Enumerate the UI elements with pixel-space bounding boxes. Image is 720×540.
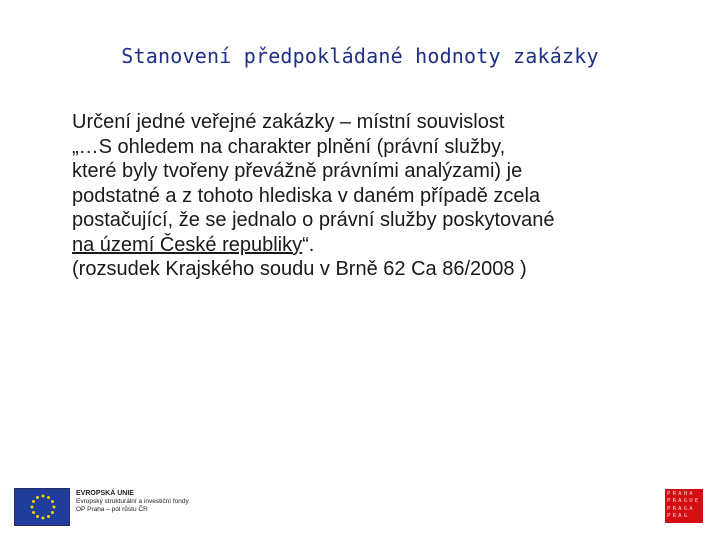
praha-logo-line: PRAGA [667,505,695,512]
body-heading: Určení jedné veřejné zakázky – místní souvislost [72,111,505,133]
praha-logo-line: PRAHA [667,491,695,497]
eu-line: Evropský strukturální a investiční fondy [76,498,189,506]
citation: (rozsudek Krajského soudu v Brně 62 Ca 86/2008 ) [72,258,527,280]
quote-line: které byly tvořeny převážně právními analýzami) je [72,160,523,182]
quote-closing: “. [302,233,315,256]
quote-line: postačující, že se jednalo o právní služby poskytované [72,209,555,231]
quote-line-last [72,233,682,258]
eu-logo-block [14,488,189,526]
slide-title: Stanovení předpokládané hodnoty zakázky [121,44,599,68]
eu-heading: EVROPSKÁ UNIE [76,490,134,497]
praha-logo [665,489,703,523]
quote-line: „…S ohledem na charakter plnění (právní služby, [72,135,506,158]
slide-body [72,110,682,282]
eu-text [76,490,189,515]
eu-line: OP Praha – pól růstu ČR [76,506,148,514]
praha-logo-line: PRAGUE [667,498,701,505]
praha-logo-line: PRAG [667,513,690,520]
eu-flag-icon [14,488,70,526]
underlined-phrase: na území České republiky [72,233,303,256]
quote-line: podstatné a z tohoto hlediska v daném případě zcela [72,184,541,207]
